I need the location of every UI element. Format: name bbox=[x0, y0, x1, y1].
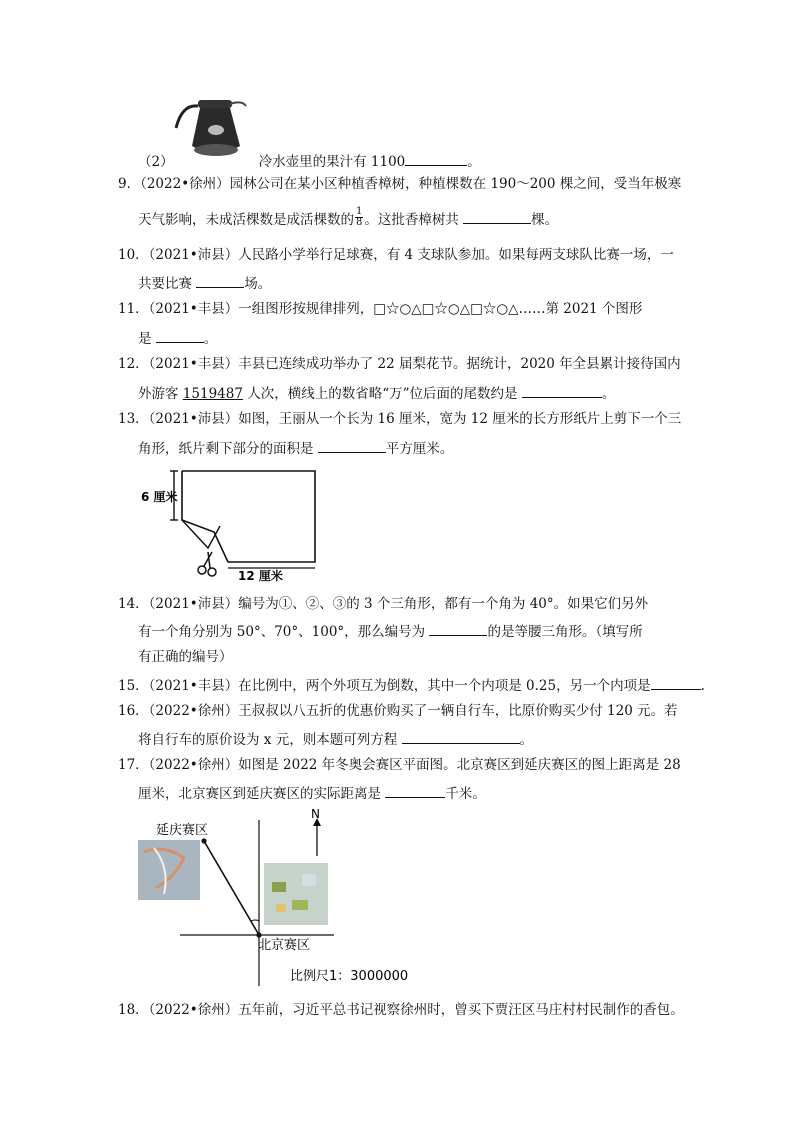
dimension-label-left: 6 厘米 bbox=[141, 490, 178, 504]
paper-cut-figure bbox=[138, 462, 328, 582]
question-9-line-1: 9．（2022•徐州）园林公司在某小区种植香樟树，种植棵数在 190～200 棵之间，受当年极寒 bbox=[118, 176, 682, 192]
answer-blank[interactable] bbox=[429, 620, 487, 636]
label-beijing: 北京赛区 bbox=[258, 938, 311, 953]
yanqing-photo bbox=[138, 840, 200, 900]
answer-blank[interactable] bbox=[651, 674, 701, 690]
question-10-line-1: 10．（2021•沛县）人民路小学举行足球赛，有 4 支球队参加。如果每两支球队比赛一场，一 bbox=[118, 247, 674, 263]
question-13-line-2: 角形，纸片剩下部分的面积是 平方厘米。 bbox=[138, 437, 453, 459]
question-8-part-2: （2） 冷水壶里的果汁有 1100 。 bbox=[138, 150, 481, 172]
beijing-photo bbox=[264, 863, 328, 925]
question-17-line-2: 厘米，北京赛区到延庆赛区的实际距离是 千米。 bbox=[138, 782, 486, 804]
answer-blank[interactable] bbox=[463, 208, 531, 224]
scissors-icon bbox=[198, 552, 216, 576]
distance-line bbox=[204, 841, 259, 935]
answer-blank[interactable] bbox=[196, 272, 244, 288]
question-11-line-2: 是 。 bbox=[138, 327, 217, 349]
question-13-line-1: 13．（2021•沛县）如图，王丽从一个长为 16 厘米，宽为 12 厘米的长方形纸片上剪下一个三 bbox=[118, 411, 682, 427]
question-18-line-1: 18．（2022•徐州）五年前，习近平总书记视察徐州时，曾买下贾汪区马庄村村民制作的香包。 bbox=[118, 1002, 684, 1018]
question-14-line-2: 有一个角分别为 50°、70°、100°，那么编号为 的是等腰三角形。（填写所 bbox=[138, 620, 643, 642]
question-12-line-1: 12．（2021•丰县）丰县已连续成功举办了 22 届梨花节。据统计，2020 年全县累计接待国内 bbox=[118, 356, 681, 372]
answer-blank[interactable] bbox=[402, 728, 520, 744]
paper-outline bbox=[182, 471, 315, 562]
question-14-line-3: 有正确的编号） bbox=[138, 649, 233, 665]
question-10-line-2: 共要比赛 场。 bbox=[138, 272, 271, 294]
question-15: 15．（2021•丰县）在比例中，两个外项互为倒数，其中一个内项是 0.25，另一个内项是 . bbox=[118, 674, 705, 696]
map-scale: 比例尺1：3000000 bbox=[290, 969, 409, 984]
olympic-venue-map bbox=[134, 808, 424, 990]
answer-blank[interactable] bbox=[318, 437, 386, 453]
question-12-line-2: 外游客 1519487 人次，横线上的数省略“万”位后面的尾数约是 。 bbox=[138, 382, 615, 404]
question-9-line-2: 天气影响，未成活棵数是成活棵数的 $\frac{1}{8}$ 。这批香樟树共 棵。 bbox=[138, 206, 559, 228]
question-14-line-1: 14．（2021•沛县）编号为①、②、③的 3 个三角形，都有一个角为 40°。如果它们另外 bbox=[118, 596, 649, 612]
dimension-label-bottom: 12 厘米 bbox=[238, 569, 283, 582]
label-yanqing: 延庆赛区 bbox=[156, 823, 209, 838]
answer-blank[interactable] bbox=[522, 382, 602, 398]
answer-blank[interactable] bbox=[385, 782, 445, 798]
answer-blank[interactable] bbox=[405, 150, 467, 166]
north-label: N bbox=[311, 808, 320, 821]
answer-blank[interactable] bbox=[156, 327, 204, 343]
fraction: $\frac{1}{8}$ bbox=[356, 206, 363, 228]
question-11-line-1: 11．（2021•丰县）一组图形按规律排列，□☆○△□☆○△□☆○△……第 2021 个图形 bbox=[118, 301, 643, 317]
question-16-line-1: 16．（2022•徐州）王叔叔以八五折的优惠价购买了一辆自行车，比原价购买少付 120 元。若 bbox=[118, 703, 678, 719]
question-16-line-2: 将自行车的原价设为 x 元，则本题可列方程 。 bbox=[138, 728, 533, 750]
question-17-line-1: 17．（2022•徐州）如图是 2022 年冬奥会赛区平面图。北京赛区到延庆赛区的图上距离是 28 bbox=[118, 757, 681, 773]
